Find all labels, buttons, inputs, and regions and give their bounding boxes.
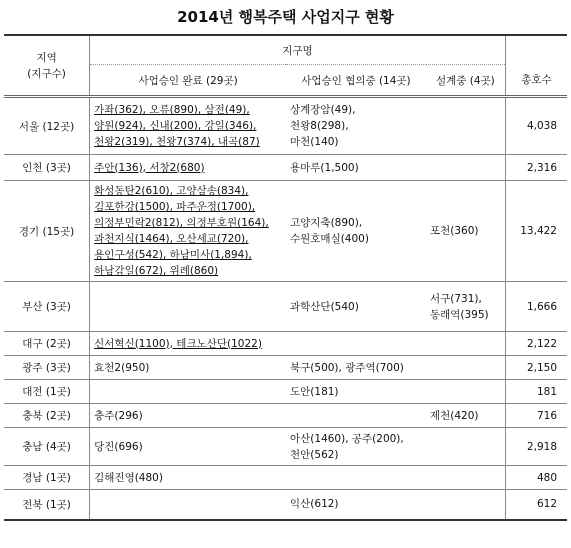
table-row [4, 380, 567, 404]
consult-line: 과학산단(540) [290, 300, 359, 313]
region-cell: 충북 (2곳) [4, 404, 90, 428]
design-cell [426, 181, 505, 282]
header-total: 총호수 [505, 65, 567, 97]
consult-line: 고양지축(890), [290, 217, 363, 229]
approved-cell [90, 428, 286, 466]
total-cell: 716 [505, 404, 567, 428]
region-cell: 전북 (1곳) [4, 490, 90, 520]
approved-cell [90, 466, 286, 490]
approved-line: 김해진영(480) [94, 471, 163, 484]
table-row [4, 356, 567, 380]
region-cell: 대전 (1곳) [4, 380, 90, 404]
table-row [4, 181, 567, 282]
total-cell: 2,316 [505, 155, 567, 181]
consult-line: 도안(181) [290, 385, 339, 398]
consult-line: 익산(612) [290, 498, 339, 511]
consult-line: 아산(1460), 공주(200), [290, 432, 404, 445]
approved-cell [90, 356, 286, 380]
total-cell: 1,666 [505, 282, 567, 332]
region-cell: 서울 (12곳) [4, 97, 90, 155]
region-cell: 경남 (1곳) [4, 466, 90, 490]
consult-line: 천왕8(298), [290, 120, 349, 132]
header-total-spacer [505, 35, 567, 65]
page-title: 2014년 행복주택 사업지구 현황 [177, 8, 394, 26]
consult-cell [286, 428, 426, 466]
approved-line: 화성동탄2(610), 고양삼송(834), [94, 185, 249, 197]
approved-cell [90, 181, 286, 282]
approved-line: 충주(296) [94, 409, 143, 422]
design-cell [426, 155, 505, 181]
design-cell [426, 466, 505, 490]
consult-line: 마천(140) [290, 136, 339, 148]
region-cell: 경기 (15곳) [4, 181, 90, 282]
consult-line: 상계장암(49), [290, 104, 356, 116]
total-cell: 13,422 [505, 181, 567, 282]
approved-line: 신서혁신(1100), 테크노산단(1022) [94, 337, 262, 350]
table-row [4, 404, 567, 428]
region-cell: 광주 (3곳) [4, 356, 90, 380]
total-cell: 612 [505, 490, 567, 520]
header-region-label: 지역 [36, 51, 57, 64]
approved-line: 용인구성(542), 하남미사(1,894), [94, 249, 252, 261]
design-cell [426, 282, 505, 332]
approved-line: 과천지식(1464), 오산세교(720), [94, 233, 249, 245]
approved-cell [90, 490, 286, 520]
approved-cell [90, 404, 286, 428]
design-line: 제천(420) [429, 409, 479, 422]
design-cell [426, 97, 505, 155]
design-line: 포천(360) [429, 225, 479, 237]
approved-line: 가좌(362), 오류(890), 삼전(49), [94, 104, 250, 116]
consult-cell [286, 490, 426, 520]
consult-cell [286, 466, 426, 490]
total-cell: 4,038 [505, 97, 567, 155]
consult-line: 수원호매실(400) [290, 233, 369, 245]
table-row [4, 466, 567, 490]
region-cell: 대구 (2곳) [4, 332, 90, 356]
approved-line: 김포한강(1500), 파주운정(1700), [94, 201, 256, 213]
design-cell [426, 356, 505, 380]
approved-line: 주안(136), 서창2(680) [94, 161, 205, 174]
consult-line: 북구(500), 광주역(700) [290, 361, 404, 374]
approved-cell [90, 282, 286, 332]
table-row [4, 428, 567, 466]
design-cell [426, 404, 505, 428]
approved-cell [90, 97, 286, 155]
consult-cell [286, 155, 426, 181]
header-district-name: 지구명 [90, 35, 506, 65]
consult-cell [286, 380, 426, 404]
approved-cell [90, 332, 286, 356]
design-cell [426, 332, 505, 356]
approved-cell [90, 380, 286, 404]
consult-line: 천안(562) [290, 448, 339, 461]
approved-line: 효천2(950) [94, 361, 150, 374]
approved-cell [90, 155, 286, 181]
region-cell: 인천 (3곳) [4, 155, 90, 181]
approved-line: 천왕2(319), 천왕7(374), 내곡(87) [94, 136, 260, 148]
region-cell: 충남 (4곳) [4, 428, 90, 466]
consult-line: 용마루(1,500) [290, 161, 359, 174]
table-row [4, 490, 567, 520]
table-row [4, 282, 567, 332]
approved-line: 당진(696) [94, 440, 143, 453]
header-design: 설계중 (4곳) [426, 65, 505, 97]
consult-cell [286, 282, 426, 332]
header-region-sub: (지구수) [27, 67, 66, 80]
design-line: 동래역(395) [429, 308, 489, 321]
approved-line: 하남감일(672), 위례(860) [94, 265, 219, 277]
design-line: 서구(731), [429, 292, 482, 305]
consult-cell [286, 356, 426, 380]
design-cell [426, 490, 505, 520]
total-cell: 2,918 [505, 428, 567, 466]
total-cell: 2,122 [505, 332, 567, 356]
header-region [4, 35, 90, 97]
header-approved: 사업승인 완료 (29곳) [90, 65, 286, 97]
district-status-table [4, 34, 567, 521]
header-consult: 사업승인 협의중 (14곳) [286, 65, 426, 97]
consult-cell [286, 332, 426, 356]
total-cell: 480 [505, 466, 567, 490]
table-row [4, 97, 567, 155]
table-row [4, 155, 567, 181]
design-cell [426, 380, 505, 404]
design-cell [426, 428, 505, 466]
total-cell: 181 [505, 380, 567, 404]
consult-cell [286, 181, 426, 282]
approved-line: 의정부민락2(812), 의정부호원(164), [94, 217, 269, 229]
table-row [4, 332, 567, 356]
approved-line: 양원(924), 신내(200), 강일(346), [94, 120, 257, 132]
region-cell: 부산 (3곳) [4, 282, 90, 332]
consult-cell [286, 97, 426, 155]
total-cell: 2,150 [505, 356, 567, 380]
consult-cell [286, 404, 426, 428]
table-body [4, 97, 567, 520]
